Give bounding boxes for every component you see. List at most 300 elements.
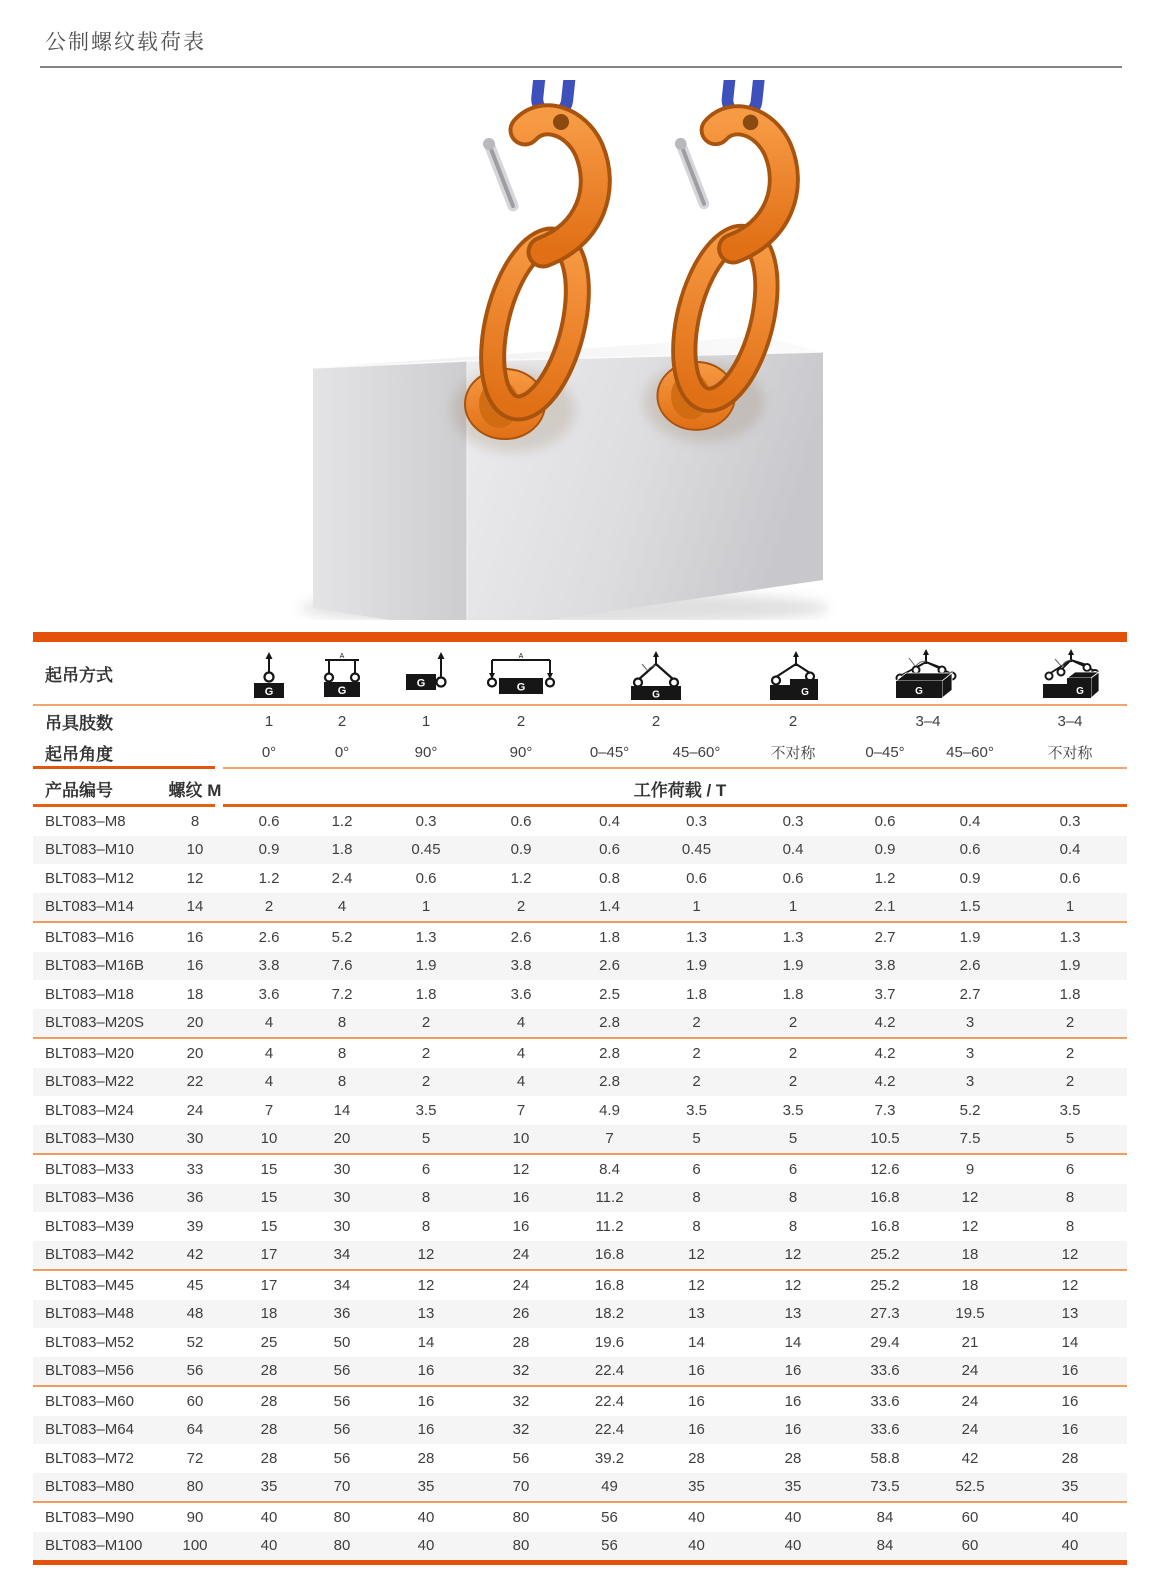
- load-cell: 1.9: [782, 957, 804, 975]
- load-cell: 0.9: [258, 841, 280, 859]
- load-cell: 7: [605, 1130, 614, 1148]
- load-cell: 7: [516, 1101, 526, 1119]
- load-cell: 28: [260, 1392, 278, 1410]
- load-cell: 8: [337, 1044, 347, 1062]
- load-cell: 12: [688, 1276, 705, 1294]
- product-code-cell: BLT083–M72: [45, 1449, 134, 1467]
- legs-value: 2: [788, 712, 798, 730]
- load-cell: 56: [333, 1362, 351, 1380]
- load-cell: 16.8: [870, 1189, 900, 1207]
- load-cell: 0.4: [959, 812, 981, 830]
- load-cell: 1.9: [686, 957, 707, 975]
- table-row: [33, 1096, 1127, 1125]
- svg-text:G: G: [652, 689, 660, 700]
- load-cell: 18: [260, 1305, 278, 1323]
- load-cell: 12: [1061, 1276, 1079, 1294]
- thread-size-cell: 80: [186, 1478, 204, 1496]
- legs-value: 1: [421, 712, 431, 730]
- load-cell: 1.9: [1059, 957, 1081, 975]
- load-cell: 3.8: [874, 957, 896, 975]
- load-cell: 4: [516, 1044, 526, 1062]
- thread-size-cell: 90: [186, 1508, 204, 1526]
- load-cell: 16: [1061, 1362, 1079, 1380]
- row-label-lifting-method: 起吊方式: [45, 665, 113, 685]
- load-cell: 7.2: [331, 985, 353, 1003]
- product-code-cell: BLT083–M90: [45, 1508, 134, 1526]
- load-cell: 40: [784, 1508, 802, 1526]
- load-cell: 3.5: [1059, 1101, 1081, 1119]
- angle-value: 0–45°: [589, 744, 630, 761]
- load-cell: 32: [512, 1362, 530, 1380]
- load-cell: 0.6: [510, 812, 532, 830]
- load-cell: 0.4: [782, 841, 804, 859]
- load-cell: 56: [333, 1392, 351, 1410]
- table-row: [33, 1357, 1127, 1388]
- load-cell: 1.3: [1059, 928, 1081, 946]
- table-row: [33, 1416, 1127, 1445]
- load-cell: 12: [784, 1246, 802, 1264]
- load-cell: 13: [417, 1305, 435, 1323]
- load-cell: 12: [961, 1189, 979, 1207]
- table-row: [33, 923, 1127, 952]
- load-cell: 0.6: [258, 812, 280, 830]
- load-cell: 30: [333, 1160, 351, 1178]
- load-cell: 1.5: [959, 898, 981, 916]
- load-cell: 39.2: [594, 1449, 625, 1467]
- load-cell: 0.4: [1059, 841, 1081, 859]
- load-cell: 56: [333, 1449, 351, 1467]
- load-cell: 40: [260, 1508, 278, 1526]
- load-cell: 28: [784, 1449, 802, 1467]
- load-cell: 16: [688, 1392, 705, 1410]
- load-cell: 17: [260, 1246, 278, 1264]
- load-cell: 0.6: [1059, 869, 1081, 887]
- load-cell: 4.2: [874, 1014, 896, 1032]
- load-cell: 11.2: [595, 1189, 624, 1207]
- load-cell: 40: [260, 1537, 278, 1555]
- load-cell: 7.5: [959, 1130, 981, 1148]
- table-row: [33, 1009, 1127, 1040]
- svg-text:G: G: [337, 684, 347, 697]
- load-cell: 16: [784, 1421, 802, 1439]
- thread-size-cell: 30: [186, 1130, 204, 1148]
- load-cell: 6: [421, 1160, 431, 1178]
- load-cell: 2: [421, 1014, 431, 1032]
- svg-text:G: G: [416, 677, 426, 689]
- load-cell: 1.3: [782, 928, 804, 946]
- load-cell: 0.3: [686, 812, 707, 830]
- load-cell: 12.6: [870, 1160, 900, 1178]
- load-cell: 4.2: [874, 1044, 896, 1062]
- load-cell: 0.6: [782, 869, 804, 887]
- icon-single-leg-90deg: [379, 640, 473, 707]
- load-cell: 16: [1061, 1392, 1079, 1410]
- load-cell: 13: [688, 1305, 705, 1323]
- thread-size-cell: 16: [186, 928, 204, 946]
- load-cell: 80: [333, 1537, 351, 1555]
- load-cell: 28: [260, 1449, 278, 1467]
- load-cell: 80: [333, 1508, 351, 1526]
- load-cell: 4: [516, 1014, 526, 1032]
- table-row: [33, 980, 1127, 1009]
- load-cell: 3: [965, 1073, 975, 1091]
- load-cell: 26: [512, 1305, 530, 1323]
- load-cell: 0.8: [599, 869, 620, 887]
- product-code-cell: BLT083–M12: [45, 869, 134, 887]
- load-cell: 18: [961, 1276, 979, 1294]
- thread-size-cell: 18: [186, 985, 204, 1003]
- load-cell: 1.9: [959, 928, 981, 946]
- load-cell: 0.4: [599, 812, 620, 830]
- load-cell: 1: [788, 898, 798, 916]
- load-cell: 25.2: [870, 1246, 900, 1264]
- svg-text:G: G: [264, 685, 274, 698]
- load-cell: 0.9: [959, 869, 981, 887]
- load-cell: 3.6: [258, 985, 280, 1003]
- load-cell: 12: [512, 1160, 530, 1178]
- load-cell: 16: [688, 1421, 705, 1439]
- product-code-cell: BLT083–M24: [45, 1101, 134, 1119]
- table-row: [33, 1503, 1127, 1532]
- load-cell: 1: [692, 898, 701, 916]
- load-cell: 2: [421, 1073, 431, 1091]
- load-cell: 8: [788, 1189, 798, 1207]
- product-code-cell: BLT083–M45: [45, 1276, 134, 1294]
- load-cell: 3.5: [686, 1101, 707, 1119]
- load-cell: 0.6: [415, 869, 437, 887]
- load-cell: 10: [260, 1130, 278, 1148]
- load-cell: 0.45: [681, 841, 712, 859]
- load-cell: 4: [337, 898, 347, 916]
- load-cell: 0.6: [599, 841, 620, 859]
- load-cell: 10.5: [870, 1130, 900, 1148]
- page-title: 公制螺纹载荷表: [45, 31, 206, 54]
- load-cell: 1.8: [1059, 985, 1081, 1003]
- load-cell: 1.2: [510, 869, 532, 887]
- load-cell: 34: [333, 1246, 351, 1264]
- load-cell: 32: [512, 1392, 530, 1410]
- load-cell: 4: [264, 1073, 274, 1091]
- svg-text:G: G: [801, 686, 809, 698]
- load-cell: 2: [692, 1014, 701, 1032]
- load-cell: 8: [1065, 1189, 1075, 1207]
- product-code-cell: BLT083–M33: [45, 1160, 134, 1178]
- load-cell: 10: [512, 1130, 530, 1148]
- load-cell: 28: [260, 1362, 278, 1380]
- thread-size-cell: 64: [186, 1421, 204, 1439]
- column-header-row: [33, 769, 1127, 807]
- angle-value: 0–45°: [865, 744, 905, 761]
- thread-size-cell: 48: [186, 1305, 204, 1323]
- angle-value: 45–60°: [946, 744, 994, 761]
- load-cell: 14: [784, 1333, 802, 1351]
- load-cell: 56: [512, 1449, 530, 1467]
- load-cell: 28: [512, 1333, 530, 1351]
- icon-single-leg-0deg: [233, 640, 305, 707]
- load-cell: 2: [692, 1044, 701, 1062]
- table-row: [33, 1068, 1127, 1097]
- load-cell: 1.2: [258, 869, 280, 887]
- thread-size-cell: 100: [182, 1537, 208, 1555]
- load-cell: 35: [688, 1478, 705, 1496]
- load-cell: 1.8: [599, 928, 620, 946]
- table-row: [33, 1271, 1127, 1300]
- angle-value: 90°: [509, 744, 533, 761]
- sling-legs-row: [33, 706, 1127, 736]
- table-row: [33, 1387, 1127, 1416]
- lifting-points-photo-svg: [280, 80, 880, 620]
- product-code-cell: BLT083–M14: [45, 898, 134, 916]
- load-cell: 19.5: [955, 1305, 985, 1323]
- product-code-cell: BLT083–M100: [45, 1537, 143, 1555]
- product-code-cell: BLT083–M52: [45, 1333, 134, 1351]
- load-cell: 7: [264, 1101, 274, 1119]
- angle-value: 0°: [334, 744, 350, 761]
- load-cell: 0.3: [415, 812, 437, 830]
- table-row: [33, 1328, 1127, 1357]
- title-divider: [40, 66, 1122, 68]
- product-photo: [280, 80, 880, 620]
- load-cell: 16.8: [594, 1276, 625, 1294]
- load-cell: 27.3: [870, 1305, 900, 1323]
- load-table: [33, 632, 1127, 1565]
- product-code-cell: BLT083–M10: [45, 841, 134, 859]
- row-label-lifting-angle: 起吊角度: [45, 745, 113, 764]
- load-cell: 35: [1061, 1478, 1079, 1496]
- load-cell: 56: [333, 1421, 351, 1439]
- load-cell: 6: [788, 1160, 798, 1178]
- load-cell: 35: [417, 1478, 435, 1496]
- svg-text:A: A: [339, 652, 345, 660]
- table-row: [33, 807, 1127, 836]
- thread-size-cell: 22: [186, 1073, 204, 1091]
- svg-text:G: G: [1076, 685, 1084, 697]
- load-cell: 28: [260, 1421, 278, 1439]
- angle-value: 45–60°: [672, 744, 721, 761]
- table-row: [33, 1532, 1127, 1561]
- load-cell: 58.8: [870, 1449, 900, 1467]
- load-cell: 33.6: [870, 1392, 900, 1410]
- load-cell: 33.6: [870, 1362, 900, 1380]
- load-cell: 2.1: [874, 898, 896, 916]
- product-code-cell: BLT083–M39: [45, 1217, 134, 1235]
- svg-text:A: A: [518, 652, 524, 660]
- load-cell: 3.8: [258, 957, 280, 975]
- thread-size-cell: 39: [186, 1217, 204, 1235]
- product-code-cell: BLT083–M56: [45, 1362, 134, 1380]
- load-cell: 1.8: [415, 985, 437, 1003]
- product-code-cell: BLT083–M22: [45, 1073, 134, 1091]
- load-cell: 40: [1061, 1537, 1079, 1555]
- load-cell: 2: [421, 1044, 431, 1062]
- lifting-method-row: [33, 642, 1127, 706]
- load-cell: 80: [512, 1537, 530, 1555]
- product-code-cell: BLT083–M16B: [45, 957, 144, 975]
- load-cell: 84: [876, 1537, 894, 1555]
- load-cell: 16: [784, 1362, 802, 1380]
- load-cell: 80: [512, 1508, 530, 1526]
- table-row: [33, 1039, 1127, 1068]
- load-cell: 1.3: [686, 928, 707, 946]
- icon-two-leg-asymmetric: [743, 640, 843, 707]
- load-cell: 7.3: [874, 1101, 896, 1119]
- thread-size-header: 螺纹 M: [168, 780, 222, 800]
- thread-size-cell: 72: [186, 1449, 204, 1467]
- load-cell: 56: [601, 1508, 618, 1526]
- load-cell: 8: [337, 1014, 347, 1032]
- product-code-cell: BLT083–M18: [45, 985, 134, 1003]
- load-cell: 16: [512, 1217, 530, 1235]
- load-cell: 5.2: [959, 1101, 981, 1119]
- load-cell: 5: [692, 1130, 701, 1148]
- load-cell: 4: [264, 1044, 274, 1062]
- load-cell: 24: [961, 1362, 979, 1380]
- thread-size-cell: 45: [186, 1276, 204, 1294]
- product-code-cell: BLT083–M42: [45, 1246, 134, 1264]
- load-cell: 14: [333, 1101, 351, 1119]
- product-code-cell: BLT083–M80: [45, 1478, 134, 1496]
- load-cell: 4: [516, 1073, 526, 1091]
- icon-two-leg-90deg: [473, 640, 569, 707]
- load-cell: 22.4: [594, 1421, 625, 1439]
- load-cell: 2: [1065, 1044, 1075, 1062]
- table-body: [33, 807, 1127, 1560]
- table-row: [33, 952, 1127, 981]
- load-cell: 22.4: [594, 1362, 625, 1380]
- row-label-sling-legs: 吊具肢数: [45, 713, 113, 733]
- load-cell: 5: [1065, 1130, 1075, 1148]
- load-cell: 16: [512, 1189, 530, 1207]
- load-cell: 2.4: [331, 869, 353, 887]
- legs-value: 2: [516, 712, 526, 730]
- load-cell: 18.2: [594, 1305, 625, 1323]
- load-cell: 73.5: [870, 1478, 900, 1496]
- load-cell: 6: [1065, 1160, 1075, 1178]
- table-row: [33, 1241, 1127, 1272]
- thread-size-cell: 36: [186, 1189, 204, 1207]
- thread-size-cell: 33: [186, 1160, 204, 1178]
- load-cell: 14: [688, 1333, 705, 1351]
- load-cell: 3.7: [874, 985, 896, 1003]
- load-cell: 24: [961, 1421, 979, 1439]
- icon-three-four-leg-0-60deg: [843, 640, 1013, 707]
- load-cell: 0.3: [782, 812, 804, 830]
- load-cell: 15: [260, 1189, 278, 1207]
- load-cell: 6: [692, 1160, 701, 1178]
- product-code-cell: BLT083–M64: [45, 1421, 134, 1439]
- product-code-cell: BLT083–M20: [45, 1044, 134, 1062]
- load-cell: 1.8: [686, 985, 707, 1003]
- load-cell: 1: [1065, 898, 1075, 916]
- load-cell: 14: [1061, 1333, 1079, 1351]
- load-cell: 8: [692, 1217, 701, 1235]
- product-code-cell: BLT083–M16: [45, 928, 134, 946]
- thread-size-cell: 16: [186, 957, 204, 975]
- product-code-cell: BLT083–M36: [45, 1189, 134, 1207]
- load-cell: 5.2: [331, 928, 353, 946]
- thread-size-cell: 8: [190, 812, 200, 830]
- load-cell: 8: [421, 1217, 431, 1235]
- thread-size-cell: 20: [186, 1014, 204, 1032]
- load-cell: 8: [692, 1189, 701, 1207]
- load-cell: 2: [788, 1014, 798, 1032]
- table-row: [33, 893, 1127, 924]
- load-cell: 2.6: [959, 957, 981, 975]
- load-cell: 13: [784, 1305, 802, 1323]
- product-code-header: 产品编号: [45, 780, 113, 800]
- load-cell: 70: [512, 1478, 530, 1496]
- load-cell: 12: [1061, 1246, 1079, 1264]
- load-cell: 4.9: [599, 1101, 620, 1119]
- product-code-cell: BLT083–M60: [45, 1392, 134, 1410]
- load-cell: 16: [784, 1392, 802, 1410]
- load-cell: 3.5: [782, 1101, 804, 1119]
- load-cell: 2.8: [599, 1044, 620, 1062]
- lifting-angle-row: [33, 736, 1127, 769]
- angle-value: 不对称: [770, 745, 816, 762]
- load-cell: 7.6: [331, 957, 353, 975]
- product-code-cell: BLT083–M48: [45, 1305, 134, 1323]
- load-cell: 17: [260, 1276, 278, 1294]
- product-code-cell: BLT083–M8: [45, 812, 126, 830]
- load-cell: 29.4: [870, 1333, 900, 1351]
- load-cell: 1: [421, 898, 431, 916]
- load-cell: 35: [260, 1478, 278, 1496]
- load-cell: 21: [961, 1333, 979, 1351]
- load-cell: 1.4: [599, 898, 620, 916]
- load-cell: 12: [688, 1246, 705, 1264]
- load-cell: 2: [1065, 1014, 1075, 1032]
- load-cell: 30: [333, 1189, 351, 1207]
- load-cell: 0.9: [874, 841, 896, 859]
- load-cell: 4: [264, 1014, 274, 1032]
- load-cell: 5: [788, 1130, 798, 1148]
- product-code-cell: BLT083–M20S: [45, 1014, 144, 1032]
- load-cell: 33.6: [870, 1421, 900, 1439]
- load-cell: 22.4: [594, 1392, 625, 1410]
- load-cell: 18: [961, 1246, 979, 1264]
- load-cell: 60: [961, 1508, 979, 1526]
- load-cell: 2.6: [258, 928, 280, 946]
- load-cell: 2.6: [510, 928, 532, 946]
- load-cell: 8: [337, 1073, 347, 1091]
- load-cell: 25: [260, 1333, 278, 1351]
- thread-size-cell: 10: [186, 841, 204, 859]
- load-cell: 0.6: [874, 812, 896, 830]
- table-row: [33, 836, 1127, 865]
- load-cell: 4.2: [874, 1073, 896, 1091]
- load-cell: 0.3: [1059, 812, 1081, 830]
- load-cell: 0.6: [959, 841, 981, 859]
- thread-size-cell: 52: [186, 1333, 204, 1351]
- angle-value: 90°: [414, 744, 438, 761]
- load-cell: 40: [1061, 1508, 1079, 1526]
- load-cell: 1.2: [331, 812, 353, 830]
- load-cell: 20: [333, 1130, 351, 1148]
- load-cell: 24: [512, 1276, 530, 1294]
- load-cell: 2: [1065, 1073, 1075, 1091]
- load-cell: 16: [417, 1362, 435, 1380]
- load-cell: 16: [1061, 1421, 1079, 1439]
- load-cell: 56: [601, 1537, 618, 1555]
- legs-value: 3–4: [915, 712, 941, 730]
- load-cell: 2: [692, 1073, 701, 1091]
- load-cell: 40: [784, 1537, 802, 1555]
- load-cell: 8.4: [599, 1160, 620, 1178]
- load-cell: 9: [965, 1160, 975, 1178]
- load-cell: 24: [961, 1392, 979, 1410]
- load-cell: 2: [264, 898, 274, 916]
